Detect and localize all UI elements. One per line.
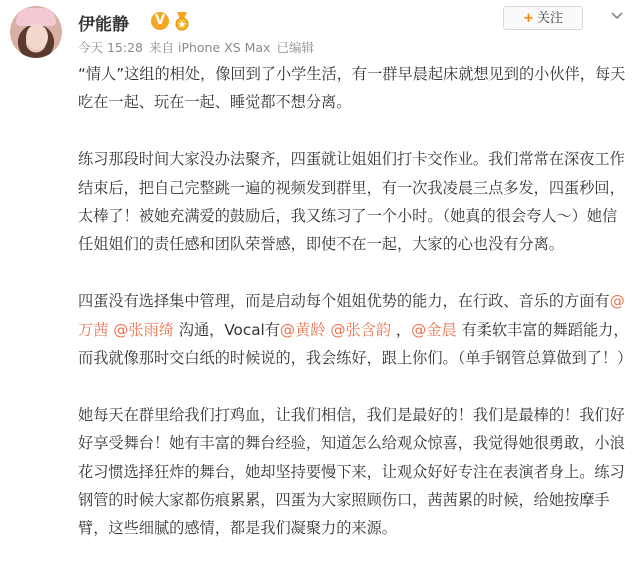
chevron-down-icon[interactable]: [610, 8, 624, 24]
author-name[interactable]: 伊能静: [78, 15, 129, 35]
paragraph-text: 沟通，Vocal有: [173, 320, 280, 339]
mention-link[interactable]: @万茜: [78, 292, 625, 339]
paragraph-text: 练习那段时间大家没办法聚齐，四蛋就让姐姐们打卡交作业。我们常常在深夜工作结束后，把自己完整跳一遍的视频发到群里，有一次我凌晨三点多发，四蛋秒回，太棒了！被她充满爱的鼓励后，我又练习了一个小时。（她真的很会夸人～）她信任姐姐们的责任感和团队荣誉感，即使不在一起，大家的心也没有分离。: [78, 150, 625, 254]
follow-button[interactable]: [503, 6, 583, 30]
post-source: 来自 iPhone XS Max: [149, 40, 271, 55]
paragraph-text: “情人”这组的相处，像回到了小学生活，有一群早晨起床就想见到的小伙伴，每天吃在一起、玩在一起、睡觉都不想分离。: [78, 65, 626, 112]
edited-label[interactable]: 已编辑: [276, 40, 314, 55]
mention-link[interactable]: @黄龄: [279, 320, 326, 339]
mention-link[interactable]: @张雨绮: [113, 320, 174, 339]
paragraph-text: ，: [391, 320, 412, 339]
paragraph-text: 有柔软丰富的舞蹈能力，而我就像那时交白纸的时候说的，我会练好，跟上你们。（单手钢管总算做到了！）: [78, 320, 633, 368]
paragraph-text: 四蛋没有选择集中管理，而是启动每个姐姐优势的能力，在行政、音乐的方面有: [78, 292, 610, 311]
mention-link[interactable]: @金晨: [411, 320, 457, 339]
mention-link[interactable]: @张含韵: [330, 320, 392, 339]
avatar[interactable]: [10, 6, 62, 58]
avatar-face: [26, 24, 48, 50]
paragraph-text: 她每天在群里给我们打鸡血，让我们相信，我们是最好的！我们是最棒的！我们好好享受舞台！她有丰富的舞台经验，知道怎么给观众惊喜，我觉得她很勇敢，小浪花习惯选择狂炸的舞台，她却坚持要慢下来，让观众好好专注在表演者身上。练习钢管的时候大家都伤痕累累，四蛋为大家照顾伤口，茜茜累的时候，给她按摩手臂，这些细腻的感情，都是我们凝聚力的来源。: [78, 405, 625, 538]
verified-badge-icon: V: [151, 12, 169, 30]
post-paragraph: [78, 145, 632, 259]
follow-label: 关注: [536, 11, 563, 26]
post-header: [0, 0, 640, 62]
post-content: [78, 60, 632, 571]
post-paragraph: [78, 60, 632, 117]
post-meta: [78, 38, 320, 56]
post-paragraph: [78, 401, 632, 543]
medal-icon: [172, 11, 192, 31]
post-paragraph: [78, 287, 632, 372]
plus-icon: +: [523, 11, 534, 26]
post-time[interactable]: 今天 15:28: [78, 40, 143, 55]
